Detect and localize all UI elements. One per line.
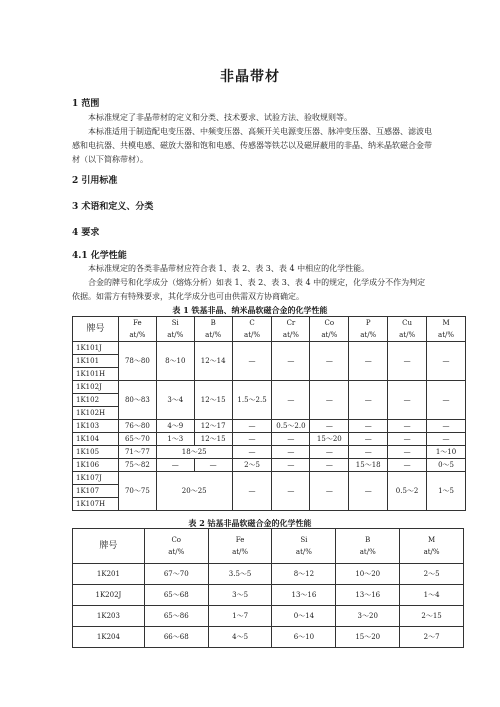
- value-cell: 71～77: [118, 446, 156, 459]
- grade-cell: 1K103: [73, 420, 119, 433]
- table1-col-co: [310, 317, 349, 342]
- document-title: 非晶带材: [220, 69, 280, 85]
- value-cell: —: [427, 420, 466, 433]
- table1-col-cu: [388, 317, 427, 342]
- value-cell: 65～70: [118, 433, 156, 446]
- grade-cell: 1K105: [73, 446, 119, 459]
- value-cell: 12～15: [194, 433, 232, 446]
- scope-paragraph-2-text: 本标准适用于制造配电变压器、中频变压器、高频开关电源变压器、脉冲变压器、互感器、滤波电感和电抗器、共模电感、磁放大器和饱和电感、传感器等铁芯以及磁屏蔽用的非晶、纳米晶软磁合金带材（以下简称带材）。: [72, 127, 432, 164]
- value-cell: —: [310, 381, 349, 420]
- section-heading-chemical: 4.1 化学性能: [72, 251, 127, 261]
- value-cell: —: [232, 342, 272, 381]
- grade-cell: 1K102: [73, 394, 119, 407]
- value-cell: 76～80: [118, 420, 156, 433]
- grade-cell: 1K107J: [73, 472, 119, 485]
- value-cell: —: [427, 381, 466, 420]
- chemical-paragraph-2: [72, 276, 432, 304]
- table2-col-b-unit: at/%: [359, 548, 376, 556]
- value-cell: —: [349, 342, 388, 381]
- table-row: [73, 459, 466, 472]
- value-cell: 66～68: [144, 627, 208, 648]
- table2-col-si: [272, 529, 336, 564]
- table2-header-row: [73, 529, 464, 564]
- table1-col-cu-unit: at/%: [399, 331, 416, 339]
- table-row: [73, 420, 466, 433]
- table1-col-cr-unit: at/%: [282, 331, 299, 339]
- value-cell: 3～5: [208, 585, 272, 606]
- grade-cell: 1K101J: [73, 342, 119, 355]
- value-cell: —: [310, 342, 349, 381]
- chemical-paragraph-2-text: 合金的牌号和化学成分（熔炼分析）如表 1、表 2、表 3、表 4 中的规定，化学成分不作为判定依据。如需方有特殊要求，其化学成分也可由供需双方协商确定。: [72, 278, 426, 301]
- table2-col-co-unit: at/%: [168, 548, 185, 556]
- section-heading-terms: 3 术语和定义、分类: [72, 202, 154, 212]
- value-cell: 13～16: [336, 585, 400, 606]
- table2-col-m-el: M: [427, 536, 436, 544]
- value-cell: 1.5～2.5: [232, 381, 272, 420]
- value-cell: —: [310, 459, 349, 472]
- table-row: [73, 342, 466, 355]
- grade-cell: 1K102J: [73, 381, 119, 394]
- table2-col-co-el: Co: [171, 536, 182, 544]
- value-cell: —: [232, 420, 272, 433]
- table1-col-c-el: C: [249, 319, 255, 327]
- table1-col-cr: [272, 317, 310, 342]
- table1-col-cu-el: Cu: [402, 319, 413, 327]
- table1-col-b-el: B: [210, 319, 216, 327]
- value-cell: —: [349, 420, 388, 433]
- table1-header-row: [73, 317, 466, 342]
- value-cell: 70～75: [118, 472, 156, 511]
- value-cell: —: [349, 381, 388, 420]
- table-row: [73, 472, 466, 485]
- value-cell: 15～20: [336, 627, 400, 648]
- value-cell: —: [388, 446, 427, 459]
- value-cell: 78～80: [118, 342, 156, 381]
- table2-col-si-unit: at/%: [295, 548, 312, 556]
- value-cell: 12～14: [194, 342, 232, 381]
- grade-cell: 1K104: [73, 433, 119, 446]
- grade-cell: 1K107: [73, 485, 119, 498]
- value-cell: —: [427, 342, 466, 381]
- value-cell: —: [232, 472, 272, 511]
- table2-grade-header: 牌号: [73, 529, 145, 564]
- value-cell: 80～83: [118, 381, 156, 420]
- table1-col-c-unit: at/%: [244, 331, 261, 339]
- value-cell: 8～12: [272, 564, 336, 585]
- value-cell: 67～70: [144, 564, 208, 585]
- table1-col-b-unit: at/%: [205, 331, 222, 339]
- value-cell: —: [349, 472, 388, 511]
- table1-col-m-el: M: [442, 319, 450, 327]
- table2-cobalt-based: [72, 528, 464, 648]
- table-row: [73, 564, 464, 585]
- value-cell: 4～5: [208, 627, 272, 648]
- value-cell: 65～68: [144, 585, 208, 606]
- value-cell: 0.5～2: [388, 472, 427, 511]
- value-cell: —: [388, 342, 427, 381]
- value-cell: —: [388, 459, 427, 472]
- scope-paragraph-2: [72, 125, 432, 167]
- value-cell: 2～5: [232, 459, 272, 472]
- table1-grade-header: 牌号: [73, 317, 119, 342]
- scope-paragraph-1-text: 本标准规定了非晶带材的定义和分类、技术要求、试验方法、验收规则等。: [88, 113, 352, 122]
- value-cell: 13～16: [272, 585, 336, 606]
- table2-caption: 表 2 钴基非晶软磁合金的化学性能: [188, 518, 312, 528]
- value-cell: 15～18: [349, 459, 388, 472]
- table1-col-co-el: Co: [324, 319, 335, 327]
- table2-col-m-unit: at/%: [423, 548, 440, 556]
- value-cell: 18～25: [156, 446, 232, 459]
- value-cell: 1～10: [427, 446, 466, 459]
- table2-col-b: [336, 529, 400, 564]
- table1-col-c: [232, 317, 272, 342]
- section-heading-scope: 1 范围: [72, 99, 100, 109]
- grade-cell: 1K204: [73, 627, 145, 648]
- chemical-paragraph-1-text: 本标准规定的各类非晶带材应符合表 1、表 2、表 3、表 4 中相应的化学性能。: [88, 264, 370, 273]
- value-cell: 65～86: [144, 606, 208, 627]
- grade-cell: 1K102H: [73, 407, 119, 420]
- value-cell: 1～7: [208, 606, 272, 627]
- section-heading-references: 2 引用标准: [72, 176, 118, 186]
- value-cell: —: [232, 433, 272, 446]
- value-cell: —: [310, 420, 349, 433]
- value-cell: 75～82: [118, 459, 156, 472]
- grade-cell: 1K202J: [73, 585, 145, 606]
- value-cell: 0.5～2.0: [272, 420, 310, 433]
- table2-col-fe: [208, 529, 272, 564]
- table-row: [73, 446, 466, 459]
- table1-col-co-unit: at/%: [321, 331, 338, 339]
- table2-col-fe-el: Fe: [235, 536, 245, 544]
- table1-col-fe-unit: at/%: [129, 331, 146, 339]
- table1-col-b: [194, 317, 232, 342]
- value-cell: —: [272, 342, 310, 381]
- grade-cell: 1K201: [73, 564, 145, 585]
- table1-col-p-el: P: [365, 319, 371, 327]
- value-cell: 8～10: [156, 342, 194, 381]
- value-cell: 3～20: [336, 606, 400, 627]
- table1-col-p-unit: at/%: [360, 331, 377, 339]
- value-cell: 12～15: [194, 381, 232, 420]
- value-cell: —: [272, 433, 310, 446]
- table1-col-si-el: Si: [171, 319, 179, 327]
- value-cell: —: [427, 433, 466, 446]
- section-heading-requirements: 4 要求: [72, 228, 100, 238]
- value-cell: 1～3: [156, 433, 194, 446]
- value-cell: —: [272, 446, 310, 459]
- value-cell: 4～9: [156, 420, 194, 433]
- value-cell: —: [156, 459, 194, 472]
- value-cell: 20～25: [156, 472, 232, 511]
- value-cell: 0～14: [272, 606, 336, 627]
- grade-cell: 1K106: [73, 459, 119, 472]
- value-cell: 1～4: [400, 585, 464, 606]
- value-cell: —: [349, 446, 388, 459]
- table1-col-p: [349, 317, 388, 342]
- value-cell: 10～20: [336, 564, 400, 585]
- grade-cell: 1K107H: [73, 498, 119, 511]
- table-row: [73, 381, 466, 394]
- table2-col-co: [144, 529, 208, 564]
- table1-col-cr-el: Cr: [286, 319, 296, 327]
- scope-paragraph-1: [72, 111, 432, 125]
- value-cell: —: [388, 420, 427, 433]
- table1-caption: 表 1 铁基非晶、纳米晶软磁合金的化学性能: [172, 305, 328, 315]
- table-row: [73, 627, 464, 648]
- value-cell: 12～17: [194, 420, 232, 433]
- value-cell: —: [272, 459, 310, 472]
- table1-col-si-unit: at/%: [167, 331, 184, 339]
- table1-col-fe-el: Fe: [133, 319, 142, 327]
- table2-col-b-el: B: [365, 536, 371, 544]
- value-cell: 2～7: [400, 627, 464, 648]
- value-cell: 3～4: [156, 381, 194, 420]
- table1-col-m: [427, 317, 466, 342]
- value-cell: —: [194, 459, 232, 472]
- grade-cell: 1K203: [73, 606, 145, 627]
- value-cell: 6～10: [272, 627, 336, 648]
- table2-col-m: [400, 529, 464, 564]
- value-cell: 1～5: [427, 472, 466, 511]
- value-cell: 15～20: [310, 433, 349, 446]
- value-cell: —: [349, 433, 388, 446]
- table2-col-si-el: Si: [300, 536, 308, 544]
- value-cell: —: [272, 381, 310, 420]
- table1-col-fe: [118, 317, 156, 342]
- value-cell: —: [388, 381, 427, 420]
- table1-iron-based: [72, 316, 466, 511]
- value-cell: 2～15: [400, 606, 464, 627]
- value-cell: —: [310, 446, 349, 459]
- value-cell: —: [310, 472, 349, 511]
- table-row: [73, 606, 464, 627]
- table-row: [73, 585, 464, 606]
- value-cell: —: [272, 472, 310, 511]
- value-cell: —: [388, 433, 427, 446]
- table-row: [73, 433, 466, 446]
- table1-col-si: [156, 317, 194, 342]
- grade-cell: 1K101H: [73, 368, 119, 381]
- value-cell: —: [232, 446, 272, 459]
- table1-col-m-unit: at/%: [438, 331, 455, 339]
- chemical-paragraph-1: [72, 262, 432, 276]
- grade-cell: 1K101: [73, 355, 119, 368]
- table2-col-fe-unit: at/%: [232, 548, 249, 556]
- value-cell: 3.5～5: [208, 564, 272, 585]
- value-cell: 2～5: [400, 564, 464, 585]
- value-cell: 0～5: [427, 459, 466, 472]
